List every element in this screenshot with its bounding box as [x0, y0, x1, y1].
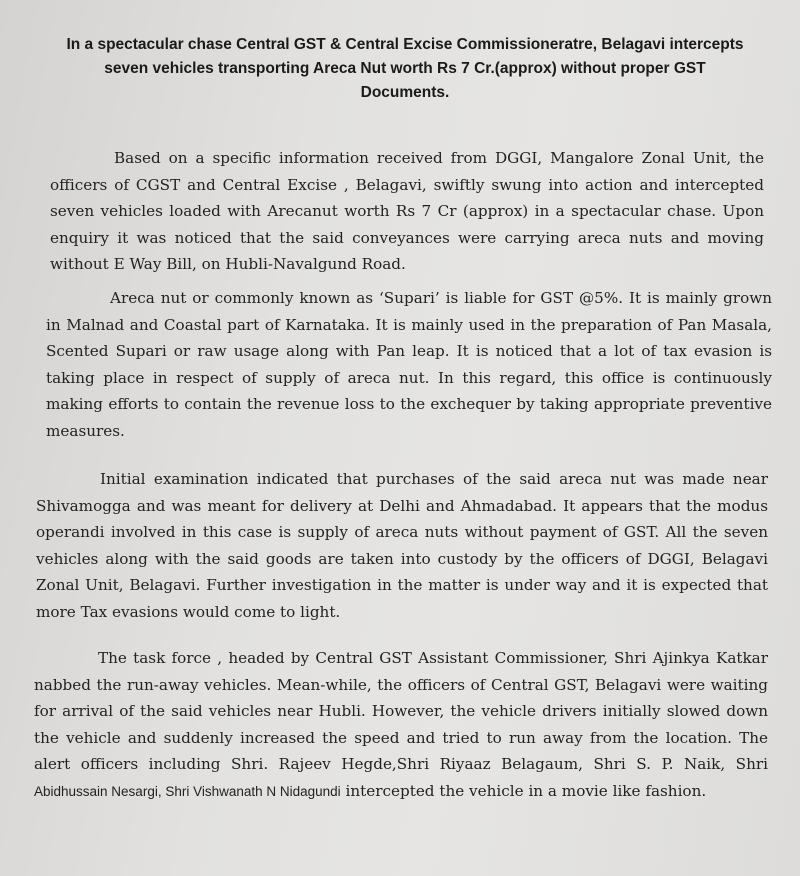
paragraph-initial-examination: Initial examination indicated that purchases of the said areca nut was made near Shivamogga and was meant for delivery at Delhi and Ahmadabad. It appears that the modus operandi involved in this case is supply of areca nuts without payment of GST. All the seven vehicles along with the said goods are taken into custody by the officers of DGGI, Belagavi Zonal Unit, Belagavi. Further investigation in the matter is under way and it is expected that more Tax evasions would come to light.	[36, 470, 768, 621]
task-force-text: The task force , headed by Central GST Assistant Commissioner, Shri Ajinkya Katkar nabbed the run-away vehicles. Mean-while, the officers of Central GST, Belagavi were waiting for arrival of the said vehicles near Hubli. However, the vehicle drivers initially slowed down the vehicle and suddenly increased the speed and tried to run away from the location. The alert officers including Shri. Rajeev Hegde,Shri Riyaaz Belagaum, Shri S. P. Naik, Shri	[34, 649, 768, 774]
paragraph-task-force	[34, 645, 768, 805]
paragraph-dggi-information: Based on a specific information received from DGGI, Mangalore Zonal Unit, the officers of CGST and Central Excise , Belagavi, swiftly swung into action and intercepted seven vehicles loaded with Arecanut worth Rs 7 Cr (approx) in a spectacular chase. Upon enquiry it was noticed that the said conveyances were carrying areca nuts and moving without E Way Bill, on Hubli-Navalgund Road.	[50, 149, 764, 274]
press-release-headline: In a spectacular chase Central GST & Central Excise Commissioneratre, Belagavi intercepts seven vehicles transporting Areca Nut worth Rs 7 Cr.(approx) without proper GST Documents.	[66, 36, 744, 101]
officer-names-inline: Abidhussain Nesargi, Shri Vishwanath N Nidagundi	[34, 783, 341, 799]
task-force-text-end: intercepted the vehicle in a movie like fashion.	[340, 781, 707, 800]
paragraph-areca-nut-gst: Areca nut or commonly known as ‘Supari’ is liable for GST @5%. It is mainly grown in Malnad and Coastal part of Karnataka. It is mainly used in the preparation of Pan Masala, Scented Supari or raw usage along with Pan leap. It is noticed that a lot of tax evasion is taking place in respect of supply of areca nut. In this regard, this office is continuously making efforts to contain the revenue loss to the exchequer by taking appropriate preventive measures.	[46, 289, 772, 440]
